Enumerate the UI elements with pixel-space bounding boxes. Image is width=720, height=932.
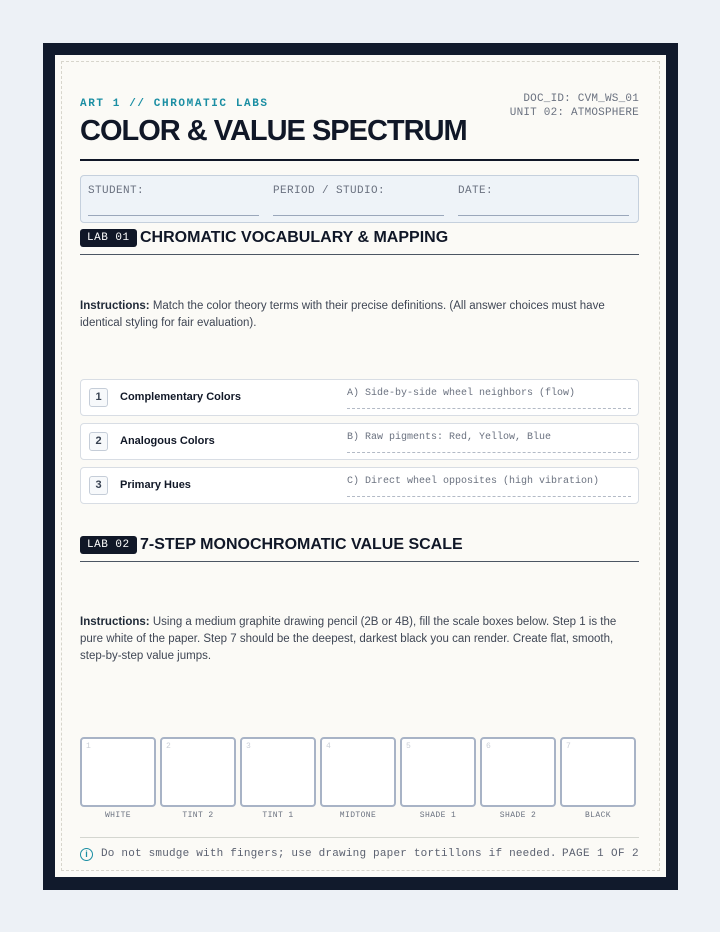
value-step-number: 5 — [406, 742, 411, 751]
value-step-box[interactable] — [240, 737, 316, 807]
doc-id: DOC_ID: CVM_WS_01 — [523, 93, 639, 105]
lab1-badge: LAB 01 — [80, 229, 137, 247]
match-term: Primary Hues — [120, 479, 191, 491]
period-field[interactable] — [273, 215, 444, 216]
lab2-instructions-lead: Instructions: — [80, 616, 150, 628]
student-label: STUDENT: — [88, 185, 145, 197]
value-step-number: 4 — [326, 742, 331, 751]
period-label: PERIOD / STUDIO: — [273, 185, 386, 197]
value-step-box[interactable] — [400, 737, 476, 807]
date-label: DATE: — [458, 185, 494, 197]
lab1-instructions-lead: Instructions: — [80, 300, 150, 312]
date-field[interactable] — [458, 215, 629, 216]
worksheet-frame — [43, 43, 678, 890]
lab2-rule — [80, 561, 639, 562]
lab1-title: CHROMATIC VOCABULARY & MAPPING — [140, 229, 449, 246]
title-rule — [80, 159, 639, 161]
value-step-number: 2 — [166, 742, 171, 751]
value-step-label: WHITE — [104, 811, 131, 820]
value-step-number: 3 — [246, 742, 251, 751]
worksheet-paper — [55, 55, 666, 877]
value-step-box[interactable] — [80, 737, 156, 807]
lab1-instructions-text: Match the color theory terms with their precise definitions. (All answer choices must have identical styling for fair evaluation). — [80, 300, 605, 329]
match-definition: B) Raw pigments: Red, Yellow, Blue — [347, 432, 552, 443]
value-step-box[interactable] — [480, 737, 556, 807]
footer-note: Do not smudge with fingers; use drawing paper tortillons if needed. — [101, 848, 557, 860]
match-row — [80, 467, 639, 504]
lab2-badge: LAB 02 — [80, 536, 137, 554]
page-title: COLOR & VALUE SPECTRUM — [80, 115, 467, 147]
page-number: PAGE 1 OF 2 — [561, 848, 639, 860]
value-step-label: SHADE 1 — [419, 811, 457, 820]
answer-line[interactable] — [347, 496, 631, 497]
value-step-label: MIDTONE — [339, 811, 377, 820]
match-row — [80, 379, 639, 416]
doc-meta — [510, 92, 639, 120]
value-step-label: TINT 1 — [262, 811, 294, 820]
value-step-number: 6 — [486, 742, 491, 751]
value-step-box[interactable] — [160, 737, 236, 807]
match-definition: C) Direct wheel opposites (high vibration) — [347, 476, 600, 487]
value-step-box[interactable] — [320, 737, 396, 807]
match-term: Complementary Colors — [120, 391, 242, 403]
student-info-box — [80, 175, 639, 223]
lab2-instructions-text: Using a medium graphite drawing pencil (2B or 4B), fill the scale boxes below. Step 1 is the pure white of the paper. Step 7 should be the deepest, darkest black you can render. Create flat, smooth, step-by-step value jumps. — [80, 616, 617, 662]
value-step-number: 7 — [566, 742, 571, 751]
match-definition: A) Side-by-side wheel neighbors (flow) — [347, 388, 576, 399]
match-number: 2 — [89, 432, 108, 451]
student-name-field[interactable] — [88, 215, 259, 216]
lab1-instructions — [80, 298, 620, 332]
value-step-number: 1 — [86, 742, 91, 751]
lab2-title: 7-STEP MONOCHROMATIC VALUE SCALE — [140, 536, 463, 553]
lab1-rule — [80, 254, 639, 255]
match-number: 1 — [89, 388, 108, 407]
answer-line[interactable] — [347, 452, 631, 453]
info-icon: i — [80, 848, 93, 861]
match-number: 3 — [89, 476, 108, 495]
unit-label: UNIT 02: ATMOSPHERE — [509, 107, 639, 119]
value-step-label: TINT 2 — [182, 811, 214, 820]
value-step-label: BLACK — [584, 811, 611, 820]
course-kicker: ART 1 // CHROMATIC LABS — [80, 98, 269, 110]
answer-line[interactable] — [347, 408, 631, 409]
footer-rule — [80, 837, 639, 838]
lab2-instructions — [80, 614, 632, 665]
match-row — [80, 423, 639, 460]
match-term: Analogous Colors — [120, 435, 215, 447]
value-step-label: SHADE 2 — [499, 811, 537, 820]
value-step-box[interactable] — [560, 737, 636, 807]
